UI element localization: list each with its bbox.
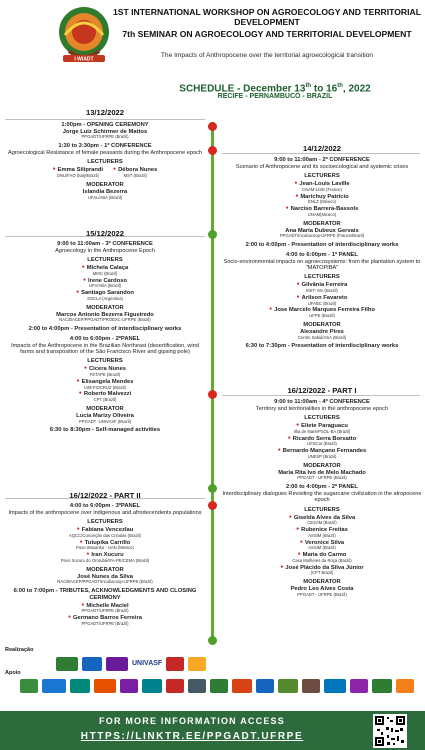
session-title: Impacts of the Anthropocene in the Brazilian Northeast (desertification, wind farms and transposition of the São Francisco River and gipsing pole) [11,342,199,355]
lecturer-name: ● Arilson Favareto [222,294,422,302]
section-label: MODERATOR [86,405,124,412]
date-heading: 13/12/2022 [85,108,124,117]
session-time: 4:00 to 6:00pm - 2ºPANEL [69,335,141,342]
session-time: 1:30 to 3:30pm - 1º CONFERENCE [58,143,152,150]
moderator-name: Ana Maria Dubeux Gervais [285,227,359,234]
session-title: Agroecological Resistance of female peasants during the Anthropocene epoch [7,149,203,156]
sponsor-logo-icon [302,679,320,693]
session-time: 4:00 to 6:00pm - 3ºPANEL [69,503,141,509]
moderator-affiliation: PPGADT/Incubacoop-UFRPE (France/Brazil) [279,233,365,239]
lecturer-name: ● Gilvânia Ferreira [222,281,422,289]
speaker-affiliation: PPGADT/UFRPE (Brazil) [81,134,129,140]
moderator-name: Marcos Antonio Bezerra Figueiredo [56,311,154,318]
timeline-node [208,146,217,155]
lecturer-affiliation: PPGADT/UFRPE (Brazil) [81,608,129,614]
lecturer-affiliation: Povo Xucuru do Ororubá/IFA-PE/CEMA (Brazil) [60,557,150,563]
session-time: 2:00 to 4:00pm - Presentation of interdisciplinary works [28,326,182,333]
lecturer-affiliation: Ilha de Maré/PSOL-BA (Brazil) [293,428,351,434]
day-16-part2-block [5,491,205,627]
lecturer-affiliation: UFABC (Brazil) [307,300,337,306]
lecturer-affiliation: UNAM(Mexico) [307,211,337,217]
session-time: 6:00 to 7:00pm - TRIBUTES, ACKNOWLEDGMENTS AND CLOSING CERIMONY [13,588,197,601]
sponsor-logo-icon [106,657,128,671]
lecturer-name: ● Germano Barros Ferreira [5,614,205,622]
session-title: Scenario of Anthropocene and its socioecological and systemic crises [235,163,409,170]
supporters-label: Apoio [5,670,21,676]
session-time: 2:00 to 4:00pm - Presentation of interdisciplinary works [245,242,399,249]
lecturer-affiliation: UFSCar (Brazil) [307,441,337,447]
schedule-location: RECIFE - PERNAMBUCO - BRAZIL [217,93,333,100]
lecturer-row [5,166,205,179]
session-time: 2:00 to 4:00pm - 2º PANEL [286,484,358,491]
lecturer-name: ● Marichuy Patricio [222,193,422,201]
sponsor-logo-icon [56,657,78,671]
speaker-name: Jorge Luiz Schirmer de Mattos [62,128,148,135]
lecturer-affiliation: MMC (Brazil) [92,270,118,276]
section-label: LECTURERS [87,257,123,264]
session-time: 9:00 to 11:00am - 2º CONFERENCE [274,157,370,163]
moderator-name: Alexandre Pires [300,328,344,335]
moderator-name: Islandia Bezerra [82,188,128,195]
seminar-title: 7th SEMINAR ON AGROECOLOGY AND TERRITORIAL DEVELOPMENT [122,29,412,39]
section-label: MODERATOR [303,321,341,328]
lecturer-affiliation: MST (Brazil) [123,173,147,179]
moderator-affiliation: PPGADT - UFRPE (Brazil) [297,475,347,481]
session-time: 6:30 to 8:30pm - Self-managed activities [49,427,161,434]
moderator-affiliation: UFAL/ABA (Brazil) [87,194,123,200]
lecturer-affiliation: UFV/ABA (Brazil) [88,283,122,289]
moderator-name: Pedro Leo Alves Costa [290,586,354,593]
sponsor-logo-icon [396,679,414,693]
session-title: Territory and territorialities in the anthropocene epoch [255,405,389,412]
lecturer-name: ● Jose Marcelo Marques Ferreira Filho [222,306,422,314]
lecturer-affiliation: FETAPE (Brazil) [89,372,121,378]
session-time: 9:00 to 11:00am - 3º CONFERENCE [57,241,153,247]
day-16-part1-block [222,386,422,598]
moderator-affiliation: NAC/BACEP/PPGADT/Incubacoop-UFRPE (Brazil) [57,579,153,585]
lecturer-name: ● Irene Cardoso [5,277,205,285]
lecturer-affiliation: Povo Waxarika - UAN (Mexico) [76,545,134,551]
footer-link[interactable]: HTTPS://LINKTR.EE/PPGADT.UFRPE [80,731,304,742]
lecturer-name: ● Débora Nunes [113,166,157,174]
sponsor-logo-icon [166,657,184,671]
date-heading: 16/12/2022 - PART I [287,386,357,395]
sponsor-logo-icon [324,679,346,693]
sponsor-logo-icon [188,657,206,671]
moderator-affiliation: NAC/BACEP/PPGADT/PROEXC-UFRPE (Brazil) [59,317,151,323]
date-heading: 14/12/2022 [302,144,341,153]
session-title: Interdisciplinary dialogues Revisiting the sugarcane civilization in the atropocene epoch [222,490,422,504]
sponsor-logos [0,648,425,700]
section-label: MODERATOR [86,304,124,311]
lecturer-name: ● Cicera Nunes [5,365,205,373]
sponsor-logo-icon [350,679,368,693]
lecturer-name: ● Maria do Carmo [222,551,422,559]
sponsor-logo-icon [256,679,274,693]
schedule-title: SCHEDULE - December 13th to 16th, 2022 [179,83,371,95]
timeline-node [208,636,217,645]
timeline-node [208,390,217,399]
session-time: 9:00 to 11:00am - 4º CONFERENCE [274,399,370,405]
timeline-node [208,230,217,239]
lecturer-affiliation: ASSIM (Brazil) [308,545,336,551]
section-label: MODERATOR [86,181,124,188]
session-time: 6:30 to 7:30pm - Presentation of interdisciplinary works [245,343,399,350]
lecturer-affiliation: ONU/FAO (Italy/Brazil) [56,173,99,179]
lecturer-affiliation: MST- MA (Brazil) [306,288,338,294]
session-title: Agroecology in the Anthropocene Epoch [55,247,155,254]
sponsor-logo-icon [372,679,392,693]
sponsor-logo-icon [210,679,228,693]
lecturer-affiliation: (CPT Brazil) [310,570,334,576]
lecturer-affiliation: ENLZ (México) [308,199,336,205]
lecturer-affiliation: ASSIM (Brazil) [308,532,336,538]
lecturer-affiliation: CNAM-LISE (France) [302,186,342,192]
lecturer-affiliation: Casa Mulheres da Roça (Brazil) [292,557,352,563]
lecturer-affiliation: UNESP (Brazil) [307,453,337,459]
poster-header [0,0,425,78]
lecturer-name: ● Jean-Louis Laville [222,180,422,188]
timeline-node [208,122,217,131]
lecturer-name: ● Tutupika Carrillo [5,539,205,547]
section-label: MODERATOR [303,462,341,469]
event-logo-icon [57,5,111,67]
lecturer-name: ● Giselda Alves da Silva [222,514,422,522]
workshop-title: 1ST INTERNATIONAL WORKSHOP ON AGROECOLOGY AND TERRITORIAL DEVELOPMENT [113,7,421,27]
session-time: 4:00 to 6:00pm - 1º PANEL [286,251,358,258]
lecturer-name: ● Michelle Maciel [5,602,205,610]
section-label: LECTURERS [304,274,340,281]
session-title: Impacts of the anthropocene over indigenous and afrodecendents populations [8,509,202,516]
moderator-name: José Nunes da Silva [76,573,134,580]
section-label: LECTURERS [87,519,123,526]
lecturer-name: ● Rubenice Freitas [222,526,422,534]
timeline-line [211,122,214,644]
moderator-affiliation: PPGADT -UNIVASF (Brazil) [79,418,131,424]
sponsor-logo-icon [232,679,252,693]
sponsor-logo-icon [94,679,116,693]
sponsor-logo-icon [82,657,102,671]
sponsor-logo-icon [278,679,298,693]
lecturer-name: ● Ricardo Serra Borsatto [222,435,422,443]
lecturer-name: ● Elisangela Mendes [5,378,205,386]
sponsor-logo-icon [166,679,184,693]
section-label: LECTURERS [304,415,340,422]
section-label: MODERATOR [86,566,124,573]
lecturer-name: ● Santiago Sarandon [5,289,205,297]
timeline-node [208,484,217,493]
logo-text: I WIADT [74,56,94,63]
lecturer-affiliation: SOCLA (Argentina) [87,295,123,301]
lecturer-name: ● Emma Siliprandi [53,166,103,174]
sponsor-logo-icon [20,679,38,693]
timeline-node [208,501,217,510]
moderator-name: Maria Rita Ivo de Melo Machado [278,469,366,476]
section-label: LECTURERS [87,358,123,365]
session-title: Socio-environmental impacts on agroecosystems: from the plantation system to "MATOPIBA" [223,258,421,271]
sponsor-logo-icon [120,679,138,693]
date-heading: 15/12/2022 [85,229,124,238]
lecturer-name: ● Veronice Silva [222,539,422,547]
lecturer-affiliation: AQCC/Conceição das Crioulas (Brazil) [69,532,141,538]
section-label: MODERATOR [303,579,341,586]
lecturer-name: ● Iran Xucuru [5,551,205,559]
lecturer-name: ● Roberto Malvezzi [5,390,205,398]
lecturer-affiliation: CPT (Brazil) [93,397,117,403]
session-time: 1:00pm - OPENING CEREMONY [61,122,149,128]
sponsor-logo-icon [142,679,162,693]
footer-info-text: FOR MORE INFORMATION ACCESS [99,716,285,726]
lecturer-name: ● Narciso Barrera-Bassols [222,205,422,213]
date-heading: 16/12/2022 - PART II [69,491,141,500]
lecturer-affiliation: IAM-FIOCRUZ (Brazil) [84,384,126,390]
lecturer-name: ● Bernardo Mançano Fernandes [222,447,422,455]
section-label: LECTURERS [304,506,340,513]
qr-code-icon[interactable] [373,714,407,748]
lecturer-affiliation: UFPE (Brazil) [309,313,335,319]
sponsor-logo-icon [70,679,90,693]
organizers-label: Realização [5,647,34,653]
lecturer-affiliation: CESAM (Brazil) [307,520,337,526]
section-label: LECTURERS [304,173,340,180]
lecturer-name: ● Eliete Paraguacu [222,422,422,430]
day-15-block [5,229,205,434]
lecturer-affiliation: PPGADT/UFRPE (Brazil) [81,620,129,626]
moderator-name: Lucia Marizy Oliveira [76,412,134,419]
sponsor-logo-icon [42,679,66,693]
day-13-block [5,108,205,200]
sponsor-logo-icon [188,679,206,693]
lecturer-name: ● Fabiana Vencezlau [5,526,205,534]
section-label: MODERATOR [303,220,341,227]
moderator-affiliation: PPGADT - UFRPE (Brazil) [297,591,347,597]
section-label: LECTURERS [87,159,123,166]
event-subtitle: The Impacts of Anthropocene over the territorial agroecological transition [160,52,374,59]
univasf-logo: UNIVASF [132,657,162,671]
moderator-affiliation: Centro Sabiá/ASA (Brazil) [297,334,347,340]
lecturer-name: ● Michela Calaça [5,264,205,272]
lecturer-name: ● José Plácido da Silva Júnior [222,564,422,572]
day-14-block [222,144,422,350]
